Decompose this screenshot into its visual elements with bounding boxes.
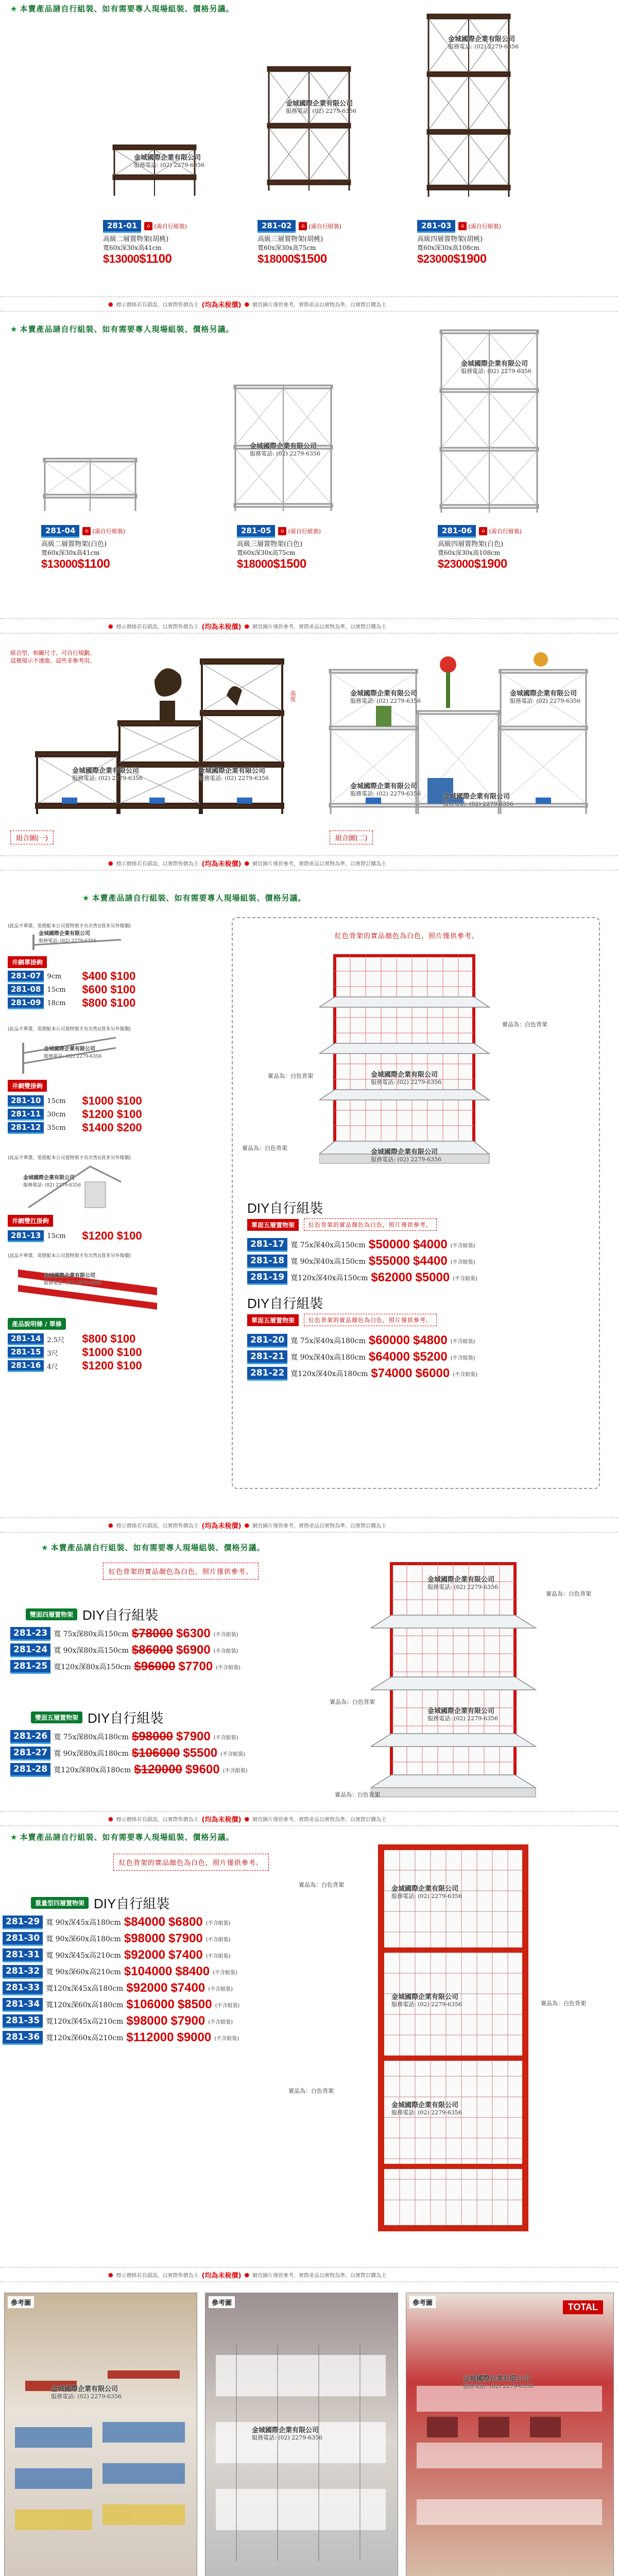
product-price: $13000$1100	[103, 252, 172, 266]
table-row-281-25[interactable]: 281-25 寬120x深80x高150cm $96000 $7700 (不含組裝)	[10, 1658, 241, 1675]
shelf-image-281-06	[433, 327, 546, 515]
table-row-281-31[interactable]: 281-31 寬 90x深45x高210cm $92000 $7400 (不含組裝)	[3, 1947, 239, 1963]
real-color-label: 實品為：白色背架	[330, 1699, 375, 1705]
section-notice: ★ 本賣產品請自行組裝、如有需要專人現場組裝、價格另議。	[10, 325, 234, 334]
product-card-281-06[interactable]	[438, 526, 561, 572]
watermark: 金城國際企業有限公司 服務電話: (02) 2279-6356	[427, 1576, 498, 1590]
combo-image-1	[31, 649, 319, 824]
table-row-281-28[interactable]: 281-28 寬120x深80x高180cm $120000 $9600 (不含組裝)	[10, 1761, 247, 1778]
rack-type-1: 雙面四層置物架 DIY自行組裝	[26, 1605, 158, 1624]
watermark: 金城國際企業有限公司 服務電話: (02) 2279-6356	[463, 2375, 534, 2389]
table-row-281-35[interactable]: 281-35 寬120x深45x高210cm $98000 $7900 (不含組裝)	[3, 2013, 239, 2029]
section-walnut-shelves	[0, 0, 618, 330]
product-card-281-02[interactable]	[258, 221, 381, 267]
watermark: 金城國際企業有限公司 服務電話: (02) 2279-6356	[448, 36, 519, 50]
assembly-label: ⌂ (需自行組裝)	[479, 527, 522, 535]
product-price: $18000$1500	[237, 557, 306, 571]
table-row-281-34[interactable]: 281-34 寬120x深60x高180cm $106000 $8500 (不含組裝)	[3, 1996, 239, 2013]
table-row-281-33[interactable]: 281-33 寬120x深45x高180cm $92000 $7400 (不含組裝)	[3, 1980, 239, 1996]
assembly-label: ⌂ (需自行組裝)	[144, 222, 187, 230]
rack-price-table-1	[247, 1236, 477, 1286]
watermark: 金城國際企業有限公司 服務電話: (02) 2279-6356	[250, 443, 320, 457]
heavy-duty-rack-image	[371, 1844, 536, 2236]
house-icon: ⌂	[299, 222, 307, 230]
diy-title-1: DIY自行組裝	[247, 1200, 323, 1216]
table-row-281-32[interactable]: 281-32 寬 90x深60x高210cm $104000 $8400 (不含組裝)	[3, 1963, 239, 1980]
product-price: $23000$1900	[438, 557, 507, 571]
hook-rows	[8, 970, 135, 1010]
reference-photo-1: 參考圖 金城國際企業有限公司 服務電話: (02) 2279-6356	[4, 2293, 197, 2576]
watermark: 金城國際企業有限公司 服務電話: (02) 2279-6356	[391, 1885, 462, 1900]
section-notice: ★ 本賣產品請自行組裝、如有需要專人現場組裝、價格另議。	[82, 893, 306, 903]
watermark: 金城國際企業有限公司 服務電話: (02) 2279-6356	[198, 767, 269, 782]
product-code: 281-02	[258, 220, 296, 233]
watermark: 金城國際企業有限公司 服務電話: (02) 2279-6356	[44, 1046, 102, 1059]
product-card-281-05[interactable]	[237, 526, 360, 572]
product-size: 寬60x深30x高108cm	[438, 549, 501, 556]
hook-group-strip	[8, 1252, 214, 1386]
product-code: 281-03	[417, 220, 455, 233]
hook-row-281-09[interactable]: 281-09 18cm $800 $100	[8, 996, 135, 1010]
table-row-281-22[interactable]: 281-22 寬120x深40x高180cm $74000 $6000 (不含組裝)	[247, 1365, 477, 1382]
assembly-label: ⌂ (需自行組裝)	[299, 222, 341, 230]
product-size: 寬60x深30x高41cm	[103, 244, 162, 251]
reference-photo-3: 參考圖 TOTAL 金城國際企業有限公司 服務電話: (02) 2279-6356	[406, 2293, 614, 2576]
hook-row-281-16[interactable]: 281-16 4尺 $1200 $100	[8, 1359, 142, 1372]
hook-row-281-11[interactable]: 281-11 30cm $1200 $100	[8, 1108, 142, 1121]
real-color-label: 實品為：白色背架	[299, 1882, 344, 1888]
rack-price-table-2	[10, 1728, 247, 1778]
footer-note: ● 標示價格若有錯誤，以實際售價為主 (均為未稅價) ● 網頁圖片僅供參考，實際產品以實物為準，以實際訂購為主	[0, 2267, 618, 2282]
product-card-281-01[interactable]	[103, 221, 227, 267]
rack-price-table	[3, 1914, 239, 2046]
house-icon: ⌂	[278, 527, 286, 535]
store-sign: TOTAL	[563, 2300, 603, 2314]
hook-rows	[8, 1094, 142, 1134]
hook-row-281-07[interactable]: 281-07 9cm $400 $100	[8, 970, 135, 983]
product-name: 高級四層置物架(胡桃)	[417, 235, 483, 243]
hook-row-281-10[interactable]: 281-10 15cm $1000 $100	[8, 1094, 142, 1108]
footer-note: ● 標示價格若有錯誤，以實際售價為主 (均為未稅價) ● 網頁圖片僅供參考，實際產品以實物為準，以實際訂購為主	[0, 618, 618, 634]
rack-price-table-2	[247, 1332, 477, 1382]
real-color-label: 實品為：白色背架	[335, 1791, 380, 1798]
table-row-281-24[interactable]: 281-24 寬 90x深80x高150cm $86000 $6900 (不含組裝)	[10, 1642, 241, 1658]
hook-note: (此品不單賣，需搭配本公司置物架才有出售)(買多另外報價)	[8, 1253, 131, 1259]
star-icon: ★	[10, 4, 18, 13]
real-color-label: 實品為：白色背架	[502, 1021, 547, 1028]
watermark: 金城國際企業有限公司 服務電話: (02) 2279-6356	[350, 690, 421, 704]
assembly-label: ⌂ (需自行組裝)	[278, 527, 321, 535]
watermark: 金城國際企業有限公司 服務電話: (02) 2279-6356	[461, 360, 531, 375]
single-side-rack-image	[319, 951, 494, 1167]
hook-row-281-08[interactable]: 281-08 15cm $600 $100	[8, 983, 135, 996]
real-color-label: 實品為：白色背架	[546, 1590, 591, 1597]
hook-group-double	[8, 1025, 214, 1154]
section-double-sided-racks	[0, 1538, 618, 1816]
section-notice: ★ 本賣產品請自行組裝、如有需要專人現場組裝、價格另議。	[10, 4, 234, 13]
section-hooks-and-racks	[0, 876, 618, 1510]
combo-label-2: 組合圖(二)	[330, 831, 373, 844]
hook-rows	[8, 1229, 142, 1243]
house-icon: ⌂	[458, 222, 467, 230]
product-name: 高級三層置物架(胡桃)	[258, 235, 323, 243]
table-row-281-23[interactable]: 281-23 寬 75x深80x高150cm $78000 $6300 (不含組裝)	[10, 1625, 241, 1642]
hook-row-281-15[interactable]: 281-15 3尺 $1000 $100	[8, 1346, 142, 1359]
product-code: 281-06	[438, 525, 476, 538]
hook-note: (此品不單賣，需搭配本公司置物架才有出售)(買多另外報價)	[8, 1156, 131, 1161]
product-name: 高級四層置物架(白色)	[438, 540, 504, 548]
footer-note: ● 標示價格若有錯誤，以實際售價為主 (均為未稅價) ● 網頁圖片僅供參考，實際產品以實物為準，以實際訂購為主	[0, 296, 618, 312]
product-price: $18000$1500	[258, 252, 327, 266]
table-row-281-27[interactable]: 281-27 寬 90x深80x高180cm $106000 $5500 (不含組裝)	[10, 1745, 247, 1761]
product-size: 寬60x深30x高108cm	[417, 244, 480, 251]
assembly-label: ⌂ (需自行組裝)	[82, 527, 125, 535]
product-code: 281-01	[103, 220, 141, 233]
hook-group-bar	[8, 1154, 214, 1252]
product-code: 281-04	[41, 525, 79, 538]
table-row-281-20[interactable]: 281-20 寬 75x深40x高180cm $60000 $4800 (不含組裝)	[247, 1332, 477, 1349]
color-note: 紅色背架的實品顏色為白色，照片僅供參考。	[103, 1563, 259, 1580]
real-color-label: 實品為：白色背架	[288, 2088, 334, 2094]
star-icon: ★	[82, 893, 90, 903]
real-color-label: 實品為：白色背架	[268, 1073, 313, 1079]
watermark: 金城國際企業有限公司 服務電話: (02) 2279-6356	[134, 154, 204, 168]
section-heavy-duty-racks	[0, 1829, 618, 2257]
house-icon: ⌂	[82, 527, 91, 535]
rack-type-2: 雙面五層置物架 DIY自行組裝	[31, 1708, 163, 1727]
diy-title-2: DIY自行組裝	[247, 1296, 323, 1311]
table-row-281-17[interactable]: 281-17 寬 75x深40x高150cm $50000 $4000 (不含組裝)	[247, 1236, 477, 1253]
section-combinations	[0, 639, 618, 866]
product-size: 寬60x深30x高41cm	[41, 549, 100, 556]
watermark: 金城國際企業有限公司 服務電話: (02) 2279-6356	[51, 2385, 122, 2400]
table-row-281-18[interactable]: 281-18 寬 90x深40x高150cm $55000 $4400 (不含組裝)	[247, 1253, 477, 1269]
house-icon: ⌂	[144, 222, 152, 230]
watermark: 金城國際企業有限公司 服務電話: (02) 2279-6356	[443, 793, 513, 807]
combo-note: 組合型、相關尺寸、可自行規劃、這裡現示不透進、這些非參考用。	[10, 650, 95, 664]
shelf-image-281-04	[36, 453, 144, 515]
watermark: 金城國際企業有限公司 服務電話: (02) 2279-6356	[252, 2427, 322, 2441]
hook-row-281-12[interactable]: 281-12 35cm $1400 $200	[8, 1121, 142, 1134]
watermark: 金城國際企業有限公司 服務電話: (02) 2279-6356	[39, 931, 97, 944]
hook-note: (此品不單賣，需搭配本公司置物架才有出售)(買多另外報價)	[8, 924, 131, 929]
product-card-281-04[interactable]	[41, 526, 165, 572]
shelf-image-281-02	[258, 62, 360, 196]
product-code: 281-05	[237, 525, 275, 538]
hooks-column	[8, 922, 214, 1386]
watermark: 金城國際企業有限公司 服務電話: (02) 2279-6356	[44, 1273, 102, 1286]
photo-shelves-drawing	[5, 2293, 197, 2576]
table-row-281-30[interactable]: 281-30 寬 90x深60x高180cm $98000 $7900 (不含組裝)	[3, 1930, 239, 1947]
product-card-281-03[interactable]	[417, 221, 541, 267]
hook-rows	[8, 1332, 142, 1372]
real-color-label: 實品為：白色背架	[242, 1145, 287, 1151]
color-note: 紅色背架的實品顏色為白色，照片僅供參考。	[335, 933, 479, 940]
footer-note: ● 標示價格若有錯誤，以實際售價為主 (均為未稅價) ● 網頁圖片僅供參考，實際產品以實物為準，以實際訂購為主	[0, 855, 618, 871]
table-row-281-26[interactable]: 281-26 寬 75x深80x高180cm $98000 $7900 (不含組裝)	[10, 1728, 247, 1745]
footer-note: ● 標示價格若有錯誤，以實際售價為主 (均為未稅價) ● 網頁圖片僅供參考，實際產品以實物為準，以實際訂購為主	[0, 1517, 618, 1533]
house-icon: ⌂	[479, 527, 487, 535]
rack-type-2: 單面五層置物架 紅色背架的實品顏色為白色，照片僅供參考。	[247, 1314, 437, 1326]
rack-type: 重量型四層置物架 DIY自行組裝	[31, 1893, 169, 1912]
hook-group-label: 產品說明條 / 單條	[8, 1318, 66, 1330]
star-icon: ★	[41, 1543, 49, 1552]
section-notice: ★ 本賣產品請自行組裝、如有需要專人現場組裝、價格另議。	[41, 1543, 265, 1552]
section-white-shelves	[0, 319, 618, 639]
table-row-281-29[interactable]: 281-29 寬 90x深45x高180cm $84000 $6800 (不含組裝)	[3, 1914, 239, 1930]
color-note: 紅色背架的實品顏色為白色，照片僅供參考。	[113, 1854, 269, 1871]
watermark: 金城國際企業有限公司 服務電話: (02) 2279-6356	[371, 1148, 441, 1163]
watermark: 金城國際企業有限公司 服務電話: (02) 2279-6356	[510, 690, 580, 704]
star-icon: ★	[10, 1833, 18, 1842]
hook-group-label: 井網雙掛鉤	[8, 1080, 47, 1092]
combo-label-1: 組合圖(一)	[10, 831, 54, 844]
table-row-281-21[interactable]: 281-21 寬 90x深40x高180cm $64000 $5200 (不含組裝)	[247, 1349, 477, 1365]
table-row-281-36[interactable]: 281-36 寬120x深60x高210cm $112000 $9000 (不含組裝)	[3, 2029, 239, 2046]
watermark: 金城國際企業有限公司 服務電話: (02) 2279-6356	[23, 1175, 81, 1188]
product-name: 高級三層置物架(白色)	[237, 540, 303, 548]
hook-row-281-14[interactable]: 281-14 2.5尺 $800 $100	[8, 1332, 142, 1346]
watermark: 金城國際企業有限公司 服務電話: (02) 2279-6356	[391, 1993, 462, 2008]
product-size: 寬60x深30x高75cm	[237, 549, 296, 556]
watermark: 金城國際企業有限公司 服務電話: (02) 2279-6356	[72, 767, 143, 782]
hook-group-label: 井網雙扛掛鉤	[8, 1215, 53, 1227]
footer-note: ● 標示價格若有錯誤，以實際售價為主 (均為未稅價) ● 網頁圖片僅供參考，實際產品以實物為準，以實際訂購為主	[0, 1811, 618, 1826]
shelf-image-281-01	[103, 139, 206, 201]
watermark: 金城國際企業有限公司 服務電話: (02) 2279-6356	[371, 1071, 441, 1086]
section-notice: ★ 本賣產品請自行組裝、如有需要專人現場組裝、價格另議。	[10, 1833, 234, 1842]
reference-photo-2: 參考圖 金城國際企業有限公司 服務電話: (02) 2279-6356	[205, 2293, 398, 2576]
hook-note: (此品不單賣，需搭配本公司置物架才有出售)(買多另外報價)	[8, 1027, 131, 1032]
product-name: 高級二層置物架(胡桃)	[103, 235, 169, 243]
product-size: 寬60x深30x高75cm	[258, 244, 316, 251]
watermark: 金城國際企業有限公司 服務電話: (02) 2279-6356	[427, 1707, 498, 1722]
hook-group-label: 井網單掛鉤	[8, 956, 47, 968]
assembly-label: ⌂ (需自行組裝)	[458, 222, 501, 230]
hook-group-single	[8, 922, 214, 1025]
section-reference-photos	[0, 2287, 618, 2576]
watermark: 金城國際企業有限公司 服務電話: (02) 2279-6356	[286, 100, 356, 114]
table-row-281-19[interactable]: 281-19 寬120x深40x高150cm $62000 $5000 (不含組裝)	[247, 1269, 477, 1286]
photo-shelves-drawing	[406, 2293, 614, 2576]
rack-type-1: 單面五層置物架 紅色背架的實品顏色為白色，照片僅供參考。	[247, 1218, 437, 1231]
hook-row-281-13[interactable]: 281-13 15cm $1200 $100	[8, 1229, 142, 1243]
height-label: 高度	[289, 690, 296, 702]
double-side-rack-image	[371, 1558, 541, 1801]
product-price: $13000$1100	[41, 557, 110, 571]
rack-price-table-1	[10, 1625, 241, 1675]
watermark: 金城國際企業有限公司 服務電話: (02) 2279-6356	[350, 783, 421, 797]
product-price: $23000$1900	[417, 252, 487, 266]
product-name: 高級二層置物架(白色)	[41, 540, 107, 548]
watermark: 金城國際企業有限公司 服務電話: (02) 2279-6356	[391, 2102, 462, 2116]
real-color-label: 實品為：白色背架	[541, 2000, 586, 2007]
star-icon: ★	[10, 325, 18, 334]
